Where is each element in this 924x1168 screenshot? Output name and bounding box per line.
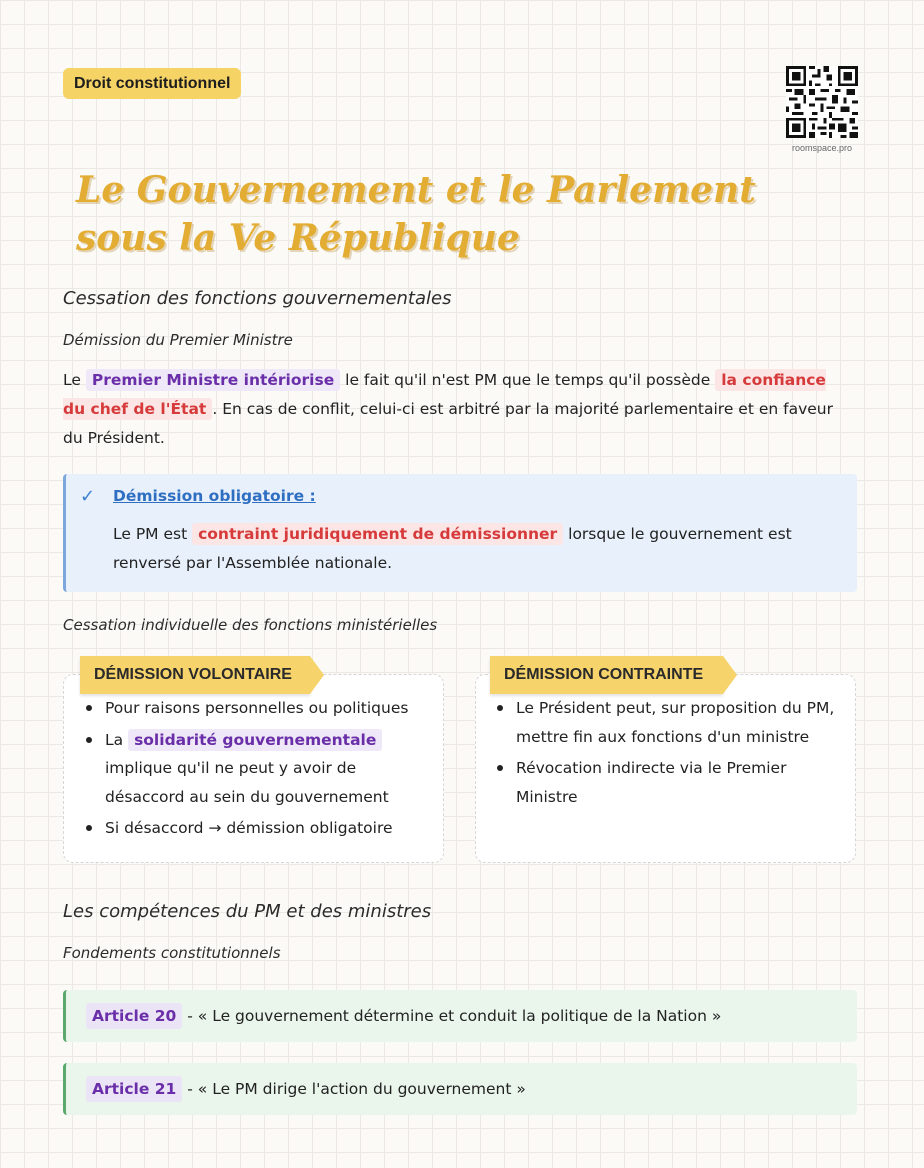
check-icon: ✓ <box>80 486 96 507</box>
list-text: La <box>105 730 129 749</box>
highlight-premier-ministre: Premier Ministre intériorise <box>86 369 340 391</box>
subject-tag: Droit constitutionnel <box>63 68 241 99</box>
highlight-confiance: la confiance du chef de l'État <box>63 371 826 418</box>
callout-text: lorsque le gouvernement est renversé par l'Assemblée nationale. <box>113 525 792 572</box>
list-contrainte <box>490 694 835 814</box>
list-item <box>79 726 429 812</box>
list-item: Si désaccord → démission obligatoire <box>79 814 429 843</box>
section-heading-competences: Les compétences du PM et des ministres <box>63 901 432 922</box>
list-text: implique qu'il ne peut y avoir de désaccord au sein du gouvernement <box>105 759 389 806</box>
list-item: Le Président peut, sur proposition du PM, mettre fin aux fonctions d'un ministre <box>490 694 835 751</box>
para-text: le fait qu'il n'est PM que le temps qu'il possède <box>340 371 716 389</box>
highlight-solidarite: solidarité gouvernementale <box>128 729 382 751</box>
article-20 <box>63 990 857 1042</box>
list-item: Pour raisons personnelles ou politiques <box>79 694 429 723</box>
ribbon-demission-volontaire: DÉMISSION VOLONTAIRE <box>80 656 310 694</box>
article-text: - « Le PM dirige l'action du gouvernement » <box>182 1080 526 1098</box>
qr-caption: roomspace.pro <box>791 143 853 153</box>
page-title: Le Gouvernement et le Parlement sous la Ve République <box>76 169 756 259</box>
article-text: - « Le gouvernement détermine et conduit la politique de la Nation » <box>182 1007 722 1025</box>
article-label: Article 20 <box>86 1003 182 1029</box>
para-text: . En cas de conflit, celui-ci est arbitré par la majorité parlementaire et en faveur du Président. <box>63 400 833 447</box>
list-item: Révocation indirecte via le Premier Ministre <box>490 754 835 811</box>
callout-title: Démission obligatoire : <box>113 487 316 505</box>
ribbon-demission-contrainte: DÉMISSION CONTRAINTE <box>490 656 723 694</box>
highlight-contraint: contraint juridiquement de démissionner <box>192 523 563 545</box>
callout-text: Le PM est <box>113 525 193 543</box>
subheading-demission-pm: Démission du Premier Ministre <box>63 331 293 349</box>
article-label: Article 21 <box>86 1076 182 1102</box>
list-volontaire <box>79 694 429 846</box>
article-21 <box>63 1063 857 1115</box>
callout-demission-obligatoire <box>63 474 857 592</box>
callout-body <box>113 520 833 578</box>
paragraph-pm <box>63 366 853 453</box>
section-heading-cessation: Cessation des fonctions gouvernementales <box>63 288 452 309</box>
subheading-cessation-individuelle: Cessation individuelle des fonctions ministérielles <box>63 616 438 634</box>
qr-code-icon <box>786 66 858 138</box>
subheading-fondements: Fondements constitutionnels <box>63 944 281 962</box>
para-text: Le <box>63 371 86 389</box>
